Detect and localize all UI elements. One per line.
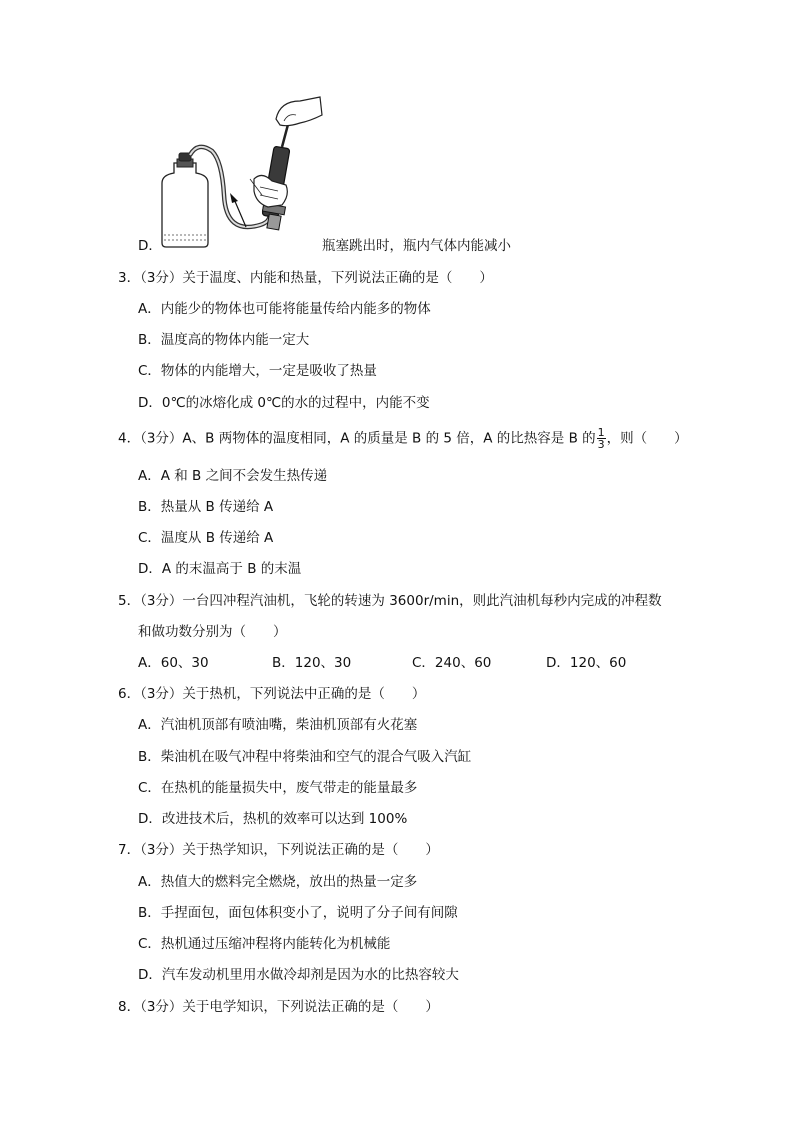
fraction-one-third (597, 427, 606, 450)
question-5-stem-line1: 5．（3分）一台四冲程汽油机，飞轮的转速为 3600r/min，则此汽油机每秒内完成的冲程数 (118, 593, 662, 609)
question-5-option-c: C．240、60 (412, 655, 492, 671)
question-4-stem-text: 4．（3分）A、B 两物体的温度相同，A 的质量是 B 的 5 倍，A 的比热容是 B 的 (118, 430, 596, 447)
option-d-label: D． (138, 238, 162, 254)
question-5-option-b: B．120、30 (272, 655, 352, 671)
question-6-option-a: A．汽油机顶部有喷油嘴，柴油机顶部有火花塞 (138, 717, 418, 733)
question-6-option-d: D．改进技术后，热机的效率可以达到 100% (138, 811, 408, 827)
question-7-option-a: A．热值大的燃料完全燃烧，放出的热量一定多 (138, 874, 418, 890)
question-5-option-a: A．60、30 (138, 655, 209, 671)
question-3-option-c: C．物体的内能增大，一定是吸收了热量 (138, 363, 377, 379)
hand-top (276, 97, 322, 126)
question-4-stem-end: ，则（ ） (606, 430, 688, 447)
fraction-denominator: 3 (597, 438, 605, 451)
question-3-option-b: B．温度高的物体内能一定大 (138, 332, 310, 348)
question-6-option-b: B．柴油机在吸气冲程中将柴油和空气的混合气吸入汽缸 (138, 749, 472, 765)
question-7-option-c: C．热机通过压缩冲程将内能转化为机械能 (138, 936, 391, 952)
bottle-pump-illustration (150, 95, 330, 260)
question-7-stem: 7．（3分）关于热学知识，下列说法正确的是（ ） (118, 842, 439, 858)
question-7-option-b: B．手捏面包，面包体积变小了，说明了分子间有间隙 (138, 905, 458, 921)
question-6-option-c: C．在热机的能量损失中，废气带走的能量最多 (138, 780, 418, 796)
question-4-option-a: A．A 和 B 之间不会发生热传递 (138, 468, 328, 484)
question-6-stem: 6．（3分）关于热机，下列说法中正确的是（ ） (118, 686, 426, 702)
question-4-stem (118, 427, 688, 450)
bottle (162, 163, 208, 247)
fraction-numerator: 1 (597, 426, 605, 439)
question-5-option-d: D．120、60 (546, 655, 627, 671)
option-d-text: 瓶塞跳出时，瓶内气体内能减小 (322, 238, 511, 254)
question-4-option-b: B．热量从 B 传递给 A (138, 499, 274, 515)
question-5-stem-line2: 和做功数分别为（ ） (138, 624, 287, 640)
question-3-stem: 3．（3分）关于温度、内能和热量，下列说法正确的是（ ） (118, 270, 493, 286)
question-3-option-a: A．内能少的物体也可能将能量传给内能多的物体 (138, 301, 431, 317)
question-4-option-c: C．温度从 B 传递给 A (138, 530, 274, 546)
question-3-option-d: D．0℃的冰熔化成 0℃的水的过程中，内能不变 (138, 395, 430, 411)
question-4-option-d: D．A 的末温高于 B 的末温 (138, 561, 302, 577)
question-7-option-d: D．汽车发动机里用水做冷却剂是因为水的比热容较大 (138, 967, 459, 983)
question-8-stem: 8．（3分）关于电学知识，下列说法正确的是（ ） (118, 999, 439, 1015)
